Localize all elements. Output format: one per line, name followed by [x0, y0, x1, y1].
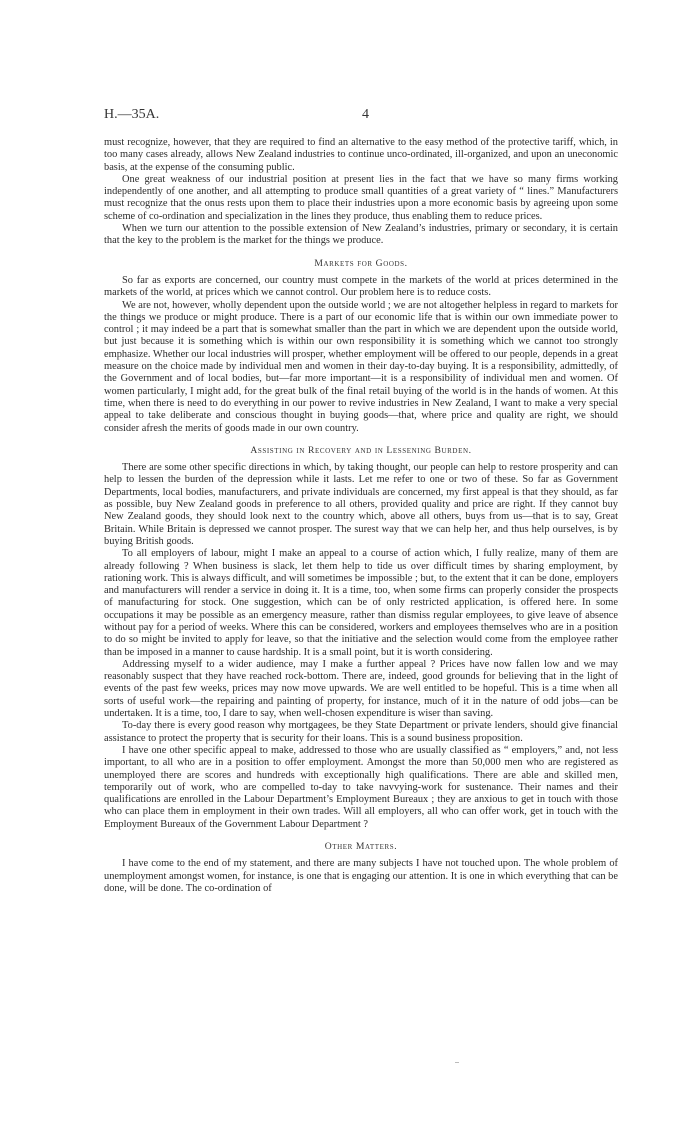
- paragraph: One great weakness of our industrial position at present lies in the fact that we have so many firms working independently of one another, and all attempting to produce small quantities of a great variety of “ lines.” Manufacturers must recognize that the onus rests upon them to place their industries upon a more economic basis by agreeing upon some scheme of co-ordination and specialization in the lines they produce, thus enabling them to reduce prices.: [104, 173, 618, 222]
- paragraph: To-day there is every good reason why mortgagees, be they State Department or private lenders, should give financial assistance to protect the property that is security for their loans. This is a sound business proposition.: [104, 720, 618, 744]
- paragraph: When we turn our attention to the possible extension of New Zealand’s industries, primary or secondary, it is certain that the key to the problem is the market for the things we produce.: [104, 223, 618, 247]
- document-body: [104, 137, 618, 895]
- paragraph: We are not, however, wholly dependent upon the outside world ; we are not altogether helpless in regard to markets for the things we produce or might produce. There is a part of our economic life that is within our own immediate power to control ; it may indeed be a part that is somewhat smaller than the part in which we are dependent upon the outside world, but just because it is something which is within our own responsibility it is something which we cannot too strongly emphasize. Whether our local industries will prosper, whether employment will be offered to our people, depends in a great measure on the choice made by individual men and women in their day-to-day buying. It is a responsibility, admittedly, of the Government and of local bodies, but—far more important—it is a responsibility of individual men and women. Of women particularly, I might add, for the great bulk of the final retail buying of the world is in the hands of women. At this time, when there is need to do everything in our power to revive industries in New Zealand, I want to make a very special appeal to take deliberate and conscious thought in buying goods—that, where price and quality are right, we should consider afresh the merits of goods made in our own country.: [104, 299, 618, 434]
- document-reference: H.—35A.: [104, 107, 160, 122]
- scan-speck: [455, 1062, 459, 1063]
- page-number: 4: [362, 107, 369, 122]
- paragraph: There are some other specific directions in which, by taking thought, our people can help to restore prosperity and can help to lessen the burden of the depression while it lasts. Let me refer to one or two of these. So far as Government Departments, local bodies, manufacturers, and private individuals are concerned, my first appeal is that they should, as far as possible, buy New Zealand goods in preference to all others, provided quality and price are right. If they cannot buy New Zealand goods, they should look next to the country which, above all others, buys from us—that is to say, Great Britain. While Britain is depressed we cannot prosper. The surest way that we can help her, and thus help ourselves, is by buying British goods.: [104, 462, 618, 547]
- section-heading-other: Other Matters.: [324, 841, 398, 853]
- page-header: [104, 107, 618, 127]
- paragraph: To all employers of labour, might I make an appeal to a course of action which, I fully realize, many of them are already following ? When business is slack, let them help to tide us over difficult times by sharing employment, by rationing work. This is always difficult, and will sometimes be impossible ; but, to the extent that it can be done, employers and manufacturers will render a service in doing it. It is a time, too, when some firms can properly consider the prospects of manufacturing for stock. One suggestion, which can be of only restricted application, is offered here. In some occupations it may be possible as an emergency measure, rather than dismiss regular employees, to give leave of absence without pay for a period of weeks. Where this can be considered, workers and employees themselves who are in a position to do so might be invited to apply for leave, so that the initiative and the selection would come from the employee rather than be imposed in a manner to cause hardship. It is a small point, but it is worth considering.: [104, 548, 618, 658]
- section-heading-markets: Markets for Goods.: [314, 257, 408, 269]
- section-heading-assisting: Assisting in Recovery and in Lessening Burden.: [250, 444, 472, 456]
- paragraph: must recognize, however, that they are required to find an alternative to the easy method of the protective tariff, which, in too many cases already, allows New Zealand industries to continue unco-ordinated, ill-organized, and upon an uneconomic basis, at the expense of the consuming public.: [104, 137, 618, 173]
- paragraph: So far as exports are concerned, our country must compete in the markets of the world at prices determined in the markets of the world, at prices which we cannot control. Our problem here is to reduce costs.: [104, 274, 618, 299]
- paragraph: Addressing myself to a wider audience, may I make a further appeal ? Prices have now fallen low and we may reasonably suspect that they have reached rock-bottom. There are, indeed, good grounds for believing that in the light of events of the past few weeks, prices may now move upwards. We are well entitled to be hopeful. This is a time when all sorts of useful work—the repairing and painting of property, for instance, much of it in the nature of odd jobs—can be undertaken. It is a time, too, I dare to say, when well-chosen expenditure is wiser than saving.: [104, 658, 618, 720]
- paragraph: I have one other specific appeal to make, addressed to those who are usually classified as “ employers,” and, not less important, to all who are in a position to offer employment. Amongst the more than 50,000 men who are registered as unemployed there are scores and hundreds with exceptionally high qualifications. There are able and skilled men, temporarily out of work, who are compelled to-day to take navvying-work for sustenance. Their names and their qualifications are enrolled in the Labour Department’s Employment Bureaux ; they are anxious to get in touch with those who can place them in employment in their own trades. Will all employers, all who can offer work, get in touch with the Employment Bureaux of the Government Labour Department ?: [104, 744, 618, 830]
- paragraph: I have come to the end of my statement, and there are many subjects I have not touched upon. The whole problem of unemployment amongst women, for instance, is one that is engaging our attention. It is one in which everything that can be done, will be done. The co-ordination of: [104, 858, 618, 894]
